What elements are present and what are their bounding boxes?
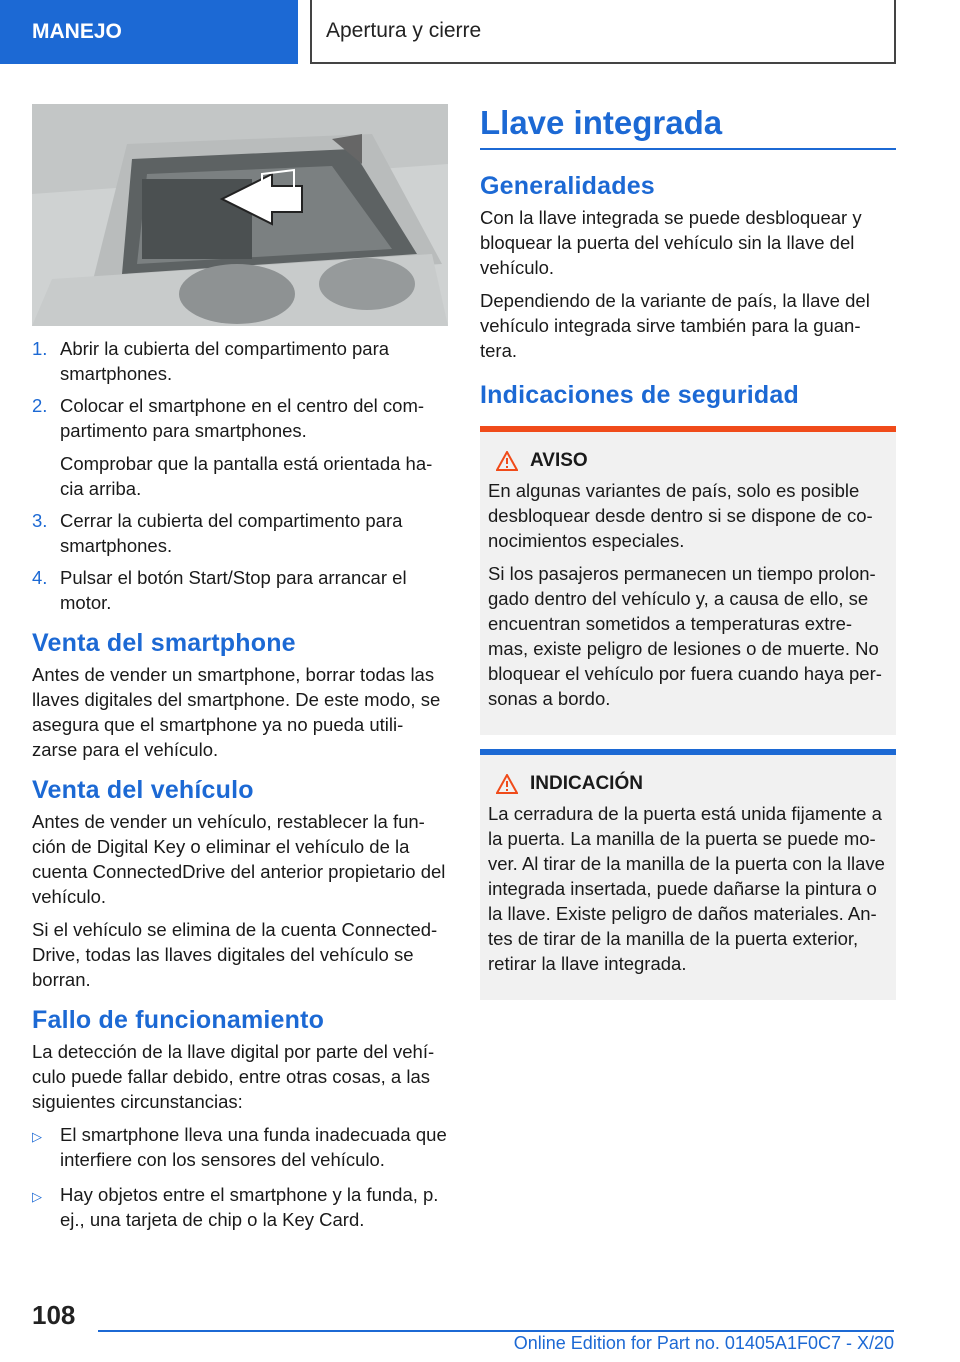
step-item: 1. Abrir la cubierta del compartimento para smartphones. xyxy=(32,338,390,384)
paragraph: Antes de vender un smartphone, borrar todas las llaves digitales del smartphone. De este modo, se asegura que el smartphone ya no pueda utili-zarse para el vehículo. xyxy=(32,664,441,760)
footer-divider xyxy=(98,1330,894,1332)
list-item: ▷ Hay objetos entre el smartphone y la funda, p. ej., una tarjeta de chip o la Key Card. xyxy=(32,1184,439,1230)
caution-triangle-icon xyxy=(496,774,518,794)
notice-title: INDICACIÓN xyxy=(530,773,643,794)
step-item: 2. Colocar el smartphone en el centro del com-partimento para smartphones. Comprobar que la pantalla está orientada ha-cia arriba. xyxy=(32,395,433,499)
notice-box xyxy=(480,749,896,1000)
paragraph: Antes de vender un vehículo, restablecer la fun-ción de Digital Key o eliminar el vehículo de la cuenta ConnectedDrive del anterior propietario del vehículo. xyxy=(32,811,446,907)
section-heading: Fallo de funcionamiento xyxy=(32,1006,325,1034)
warning-triangle-icon xyxy=(496,451,518,471)
paragraph: Si los pasajeros permanecen un tiempo prolon-gado dentro del vehículo y, a causa de ello, se encuentran sometidos a temperaturas extre-mas, existe peligro de lesiones o de muerte. No bloquear el vehículo por fuera cuando haya per-sonas a bordo. xyxy=(488,563,882,709)
paragraph: Con la llave integrada se puede desbloquear y bloquear la puerta del vehículo sin la llave del vehículo. xyxy=(480,207,862,278)
section-heading: Indicaciones de seguridad xyxy=(480,381,799,409)
warning-box xyxy=(480,426,896,735)
chapter-title: Apertura y cierre xyxy=(310,0,896,64)
triangle-bullet-icon: ▷ xyxy=(32,1189,42,1204)
section-tab: MANEJO xyxy=(0,0,298,64)
paragraph: En algunas variantes de país, solo es posible desbloquear desde dentro si se dispone de co-nocimientos especiales. xyxy=(488,480,873,551)
section-heading: Venta del vehículo xyxy=(32,776,254,804)
section-heading: Venta del smartphone xyxy=(32,629,296,657)
triangle-bullet-icon: ▷ xyxy=(32,1129,42,1144)
bullet-list xyxy=(32,1122,448,1232)
smartphone-compartment-photo xyxy=(32,104,448,326)
step-item: 3. Cerrar la cubierta del compartimento para smartphones. xyxy=(32,510,403,556)
warning-title: AVISO xyxy=(530,450,588,471)
left-column xyxy=(32,104,448,1242)
page-title: Llave integrada xyxy=(480,104,896,150)
paragraph: La detección de la llave digital por parte del vehí-culo puede fallar debido, entre otras cosas, a las siguientes circunstancias: xyxy=(32,1041,435,1112)
section-heading: Generalidades xyxy=(480,172,655,200)
paragraph: La cerradura de la puerta está unida fijamente a la puerta. La manilla de la puerta se puede mo-ver. Al tirar de la manilla de la puerta con la llave integrada insertada, puede dañarse la pintura o la llave. Existe peligro de daños materiales. An-tes de tirar de la manilla de la puerta exterior, retirar la llave integrada. xyxy=(488,803,885,974)
paragraph: Dependiendo de la variante de país, la llave del vehículo integrada sirve también para la guan-tera. xyxy=(480,290,870,361)
edition-footer: Online Edition for Part no. 01405A1F0C7 - X/20 xyxy=(513,1333,894,1353)
instruction-steps xyxy=(32,336,448,615)
list-item: ▷ El smartphone lleva una funda inadecuada que interfiere con los sensores del vehículo. xyxy=(32,1124,447,1170)
paragraph: Si el vehículo se elimina de la cuenta Connected-Drive, todas las llaves digitales del vehículo se borran. xyxy=(32,919,438,990)
step-item: 4. Pulsar el botón Start/Stop para arrancar el motor. xyxy=(32,567,407,613)
right-column xyxy=(480,104,896,1000)
page-number: 108 xyxy=(32,1300,76,1330)
